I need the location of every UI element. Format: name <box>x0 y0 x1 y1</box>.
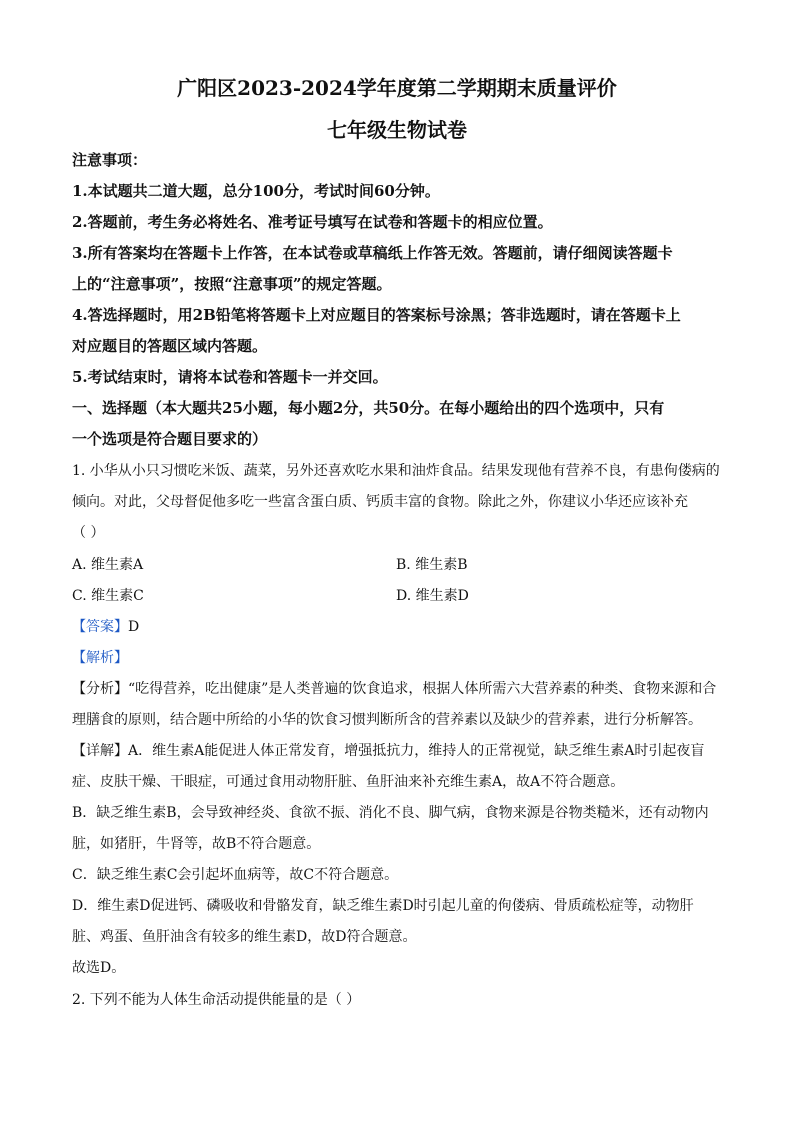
q1-detail-line-3: B．缺乏维生素B，会导致神经炎、食欲不振、消化不良、脚气病，食物来源是谷物类糙米，还有动物内 <box>72 805 709 821</box>
notice-line-1: 1.本试题共二道大题，总分100分，考试时间60分钟。 <box>72 182 440 200</box>
analysis-tag: 【解析】 <box>72 650 128 666</box>
analysis-text-1: “吃得营养，吃出健康”是人类普遍的饮食追求，根据人体所需六大营养素的种类、食物来源和合 <box>128 681 717 697</box>
detail-text-1: A．维生素A能促进人体正常发育，增强抵抗力，维持人的正常视觉，缺乏维生素A时引起夜盲 <box>128 743 705 759</box>
q1-option-a: A. 维生素A <box>72 557 144 573</box>
exam-title: 广阳区2023-2024学年度第二学期期末质量评价 <box>177 76 617 100</box>
answer-value: D <box>128 619 140 635</box>
q1-analysis-tag-row <box>72 648 732 668</box>
notice-line-3: 3.所有答案均在答题卡上作答，在本试卷或草稿纸上作答无效。答题前，请仔细阅读答题卡 <box>72 244 673 262</box>
q1-detail-line-4: 脏，如猪肝，牛肾等，故B不符合题意。 <box>72 836 321 852</box>
notice-line-6: 对应题目的答题区域内答题。 <box>72 337 268 355</box>
q1-detail-line-8: 故选D。 <box>72 960 126 976</box>
q1-analysis-line-2: 理膳食的原则，结合题中所给的小华的饮食习惯判断所含的营养素以及缺少的营养素，进行分析解答。 <box>72 712 702 728</box>
notice-line-5: 4.答选择题时，用2B铅笔将答题卡上对应题目的答案标号涂黑；答非选题时，请在答题卡上 <box>72 306 681 324</box>
q1-option-b: B. 维生素B <box>396 557 468 573</box>
q2-stem: 2. 下列不能为人体生命活动提供能量的是（ ） <box>72 992 361 1008</box>
q1-detail-line-7: 脏、鸡蛋、鱼肝油含有较多的维生素D，故D符合题意。 <box>72 929 417 945</box>
notice-heading: 注意事项： <box>72 151 148 169</box>
q1-answer-row <box>72 617 732 637</box>
q1-stem-line-3: （ ） <box>72 525 105 541</box>
notice-line-7: 5.考试结束时，请将本试卷和答题卡一并交回。 <box>72 368 388 386</box>
section-heading-line-2: 一个选项是符合题目要求的） <box>72 430 268 448</box>
notice-line-2: 2.答题前，考生务必将姓名、准考证号填写在试卷和答题卡的相应位置。 <box>72 213 553 231</box>
q1-stem-line-2: 倾向。对此，父母督促他多吃一些富含蛋白质、钙质丰富的食物。除此之外，你建议小华还应该补充 <box>72 494 688 510</box>
exam-subtitle: 七年级生物试卷 <box>327 118 467 142</box>
q1-analysis-line-1 <box>72 679 732 699</box>
q1-option-c: C. 维生素C <box>72 588 144 604</box>
notice-line-4: 上的“注意事项”，按照“注意事项”的规定答题。 <box>72 275 392 293</box>
analysis-label: 【分析】 <box>72 681 128 697</box>
q1-stem-line-1: 1. 小华从小只习惯吃米饭、蔬菜，另外还喜欢吃水果和油炸食品。结果发现他有营养不良，有患佝偻病的 <box>72 463 720 479</box>
answer-tag: 【答案】 <box>72 619 128 635</box>
detail-label: 【详解】 <box>72 743 128 759</box>
q1-detail-line-2: 症、皮肤干燥、干眼症，可通过食用动物肝脏、鱼肝油来补充维生素A，故A不符合题意。 <box>72 774 625 790</box>
q1-detail-line-1 <box>72 741 732 761</box>
q1-option-d: D. 维生素D <box>396 588 469 604</box>
section-heading-line-1: 一、选择题（本大题共25小题，每小题2分，共50分。在每小题给出的四个选项中，只有 <box>72 399 665 417</box>
q1-detail-line-6: D．维生素D促进钙、磷吸收和骨骼发育，缺乏维生素D时引起儿童的佝偻病、骨质疏松症等，动物肝 <box>72 898 694 914</box>
q1-detail-line-5: C．缺乏维生素C会引起坏血病等，故C不符合题意。 <box>72 867 399 883</box>
